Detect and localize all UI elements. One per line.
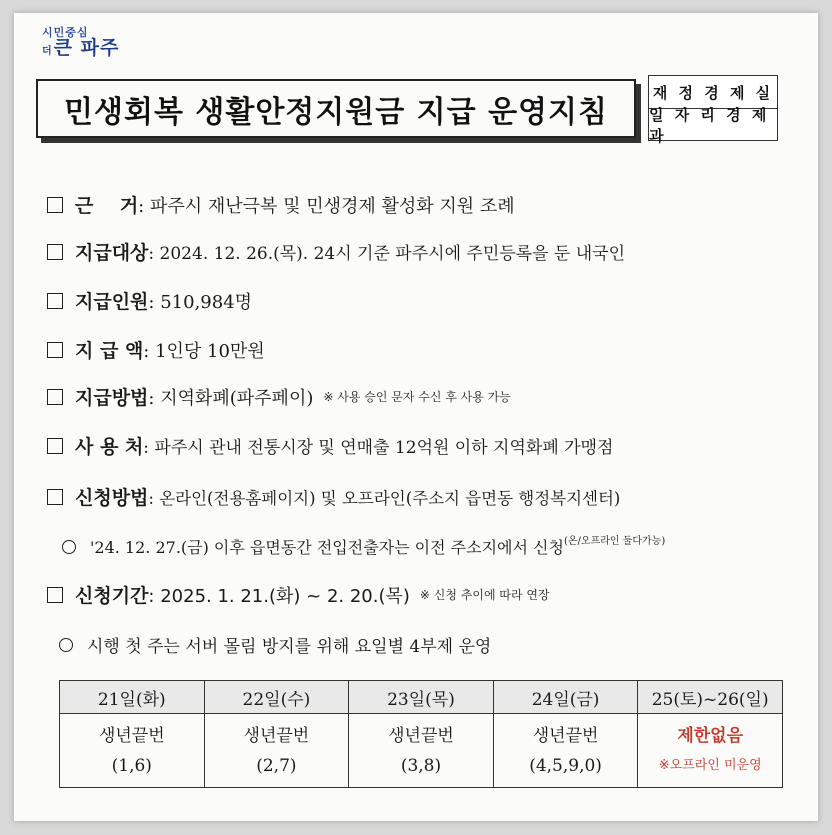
checkbox-square-icon [47,489,63,505]
schedule-header-cell: 21일(화) [60,681,205,714]
item-sub-superscript: (온/오프라인 둘다가능) [563,536,666,547]
item-value: : 1인당 10만원 [143,340,265,362]
item-apply-sub [62,535,665,558]
schedule-header-row [60,681,783,714]
item-label: 신청기간 [75,585,149,607]
checkbox-square-icon [47,438,63,454]
item-period [47,581,550,608]
schedule-cell [638,714,783,788]
checkbox-square-icon [47,197,63,213]
item-label: 사 용 처 [75,436,144,458]
schedule-cell-line1: 생년끝번 [98,725,165,746]
checkbox-square-icon [47,389,63,405]
checkbox-square-icon [47,342,63,358]
item-note: ※ 사용 승인 문자 수신 후 사용 가능 [323,390,511,404]
item-note: ※ 신청 추이에 따라 연장 [419,588,550,602]
schedule-cell-line2: (3,8) [400,755,442,776]
schedule-header-cell: 24일(금) [493,681,638,714]
logo-tagline: 시민중심 [42,26,89,39]
item-label: 지급방법 [75,387,149,409]
page-title: 민생회복 생활안정지원금 지급 운영지침 [64,94,608,130]
schedule-cell-line1: 생년끝번 [243,725,310,746]
schedule-cell [493,714,638,788]
item-value: : 파주시 관내 전통시장 및 연매출 12억원 이하 지역화폐 가맹점 [143,438,614,458]
item-label: 신청방법 [75,487,149,509]
item-label: 근 거 [75,195,139,217]
item-label: 지급인원 [75,291,149,313]
item-count [47,287,252,314]
item-usage [47,432,613,459]
item-basis [47,191,515,218]
item-period-sub [59,632,491,657]
department-box [648,75,778,145]
item-value: : 2025. 1. 21.(화) ~ 2. 20.(목) [148,585,410,607]
item-value: : 지역화폐(파주페이) [148,387,314,409]
schedule-cell-line2: (4,5,9,0) [529,755,602,776]
schedule-cell-line1: 생년끝번 [532,725,599,746]
department-primary: 재 정 경 제 실 [649,76,777,109]
item-value: : 510,984명 [148,291,253,313]
schedule-body-row [60,714,783,788]
item-sub-text: '24. 12. 27.(금) 이후 읍면동간 전입전출자는 이전 주소지에서 신청 [90,538,564,557]
item-apply-method [47,483,620,510]
schedule-header-cell: 25(토)~26(일) [638,681,783,714]
item-amount [47,336,265,363]
schedule-table [59,680,783,788]
department-secondary: 일 자 리 경 제 과 [649,106,770,145]
schedule-cell-line1: 생년끝번 [388,725,454,746]
schedule-cell [349,714,494,788]
bullet-circle-icon [59,638,73,652]
schedule-cell-line2: (2,7) [256,755,297,776]
schedule-cell-line2: (1,6) [111,755,152,776]
schedule-cell [60,714,205,788]
schedule-header-cell: 22일(수) [204,681,349,714]
paju-logo [42,24,119,57]
item-value: : 온라인(전용홈페이지) 및 오프라인(주소지 읍면동 행정복지센터) [148,488,621,508]
bullet-circle-icon [62,540,76,554]
item-label: 지급대상 [75,242,149,264]
schedule-header-cell: 23일(목) [349,681,494,714]
schedule-cell [204,714,349,788]
item-value: : 파주시 재난극복 및 민생경제 활성화 지원 조례 [138,195,515,217]
item-sub-text: 시행 첫 주는 서버 몰림 방지를 위해 요일별 4부제 운영 [87,637,492,657]
schedule-cell-line2: ※오프라인 미운영 [658,757,762,773]
checkbox-square-icon [47,293,63,309]
item-target [47,238,625,265]
checkbox-square-icon [47,244,63,260]
checkbox-square-icon [47,587,63,603]
item-value: : 2024. 12. 26.(목). 24시 기준 파주시에 주민등록을 둔 내국인 [148,244,625,264]
logo-prefix: 더 [42,46,52,57]
logo-main-text: 큰 파주 [53,37,120,59]
item-method [47,383,511,410]
title-box [36,79,636,138]
item-label: 지 급 액 [75,340,144,362]
schedule-cell-line1: 제한없음 [677,725,744,746]
